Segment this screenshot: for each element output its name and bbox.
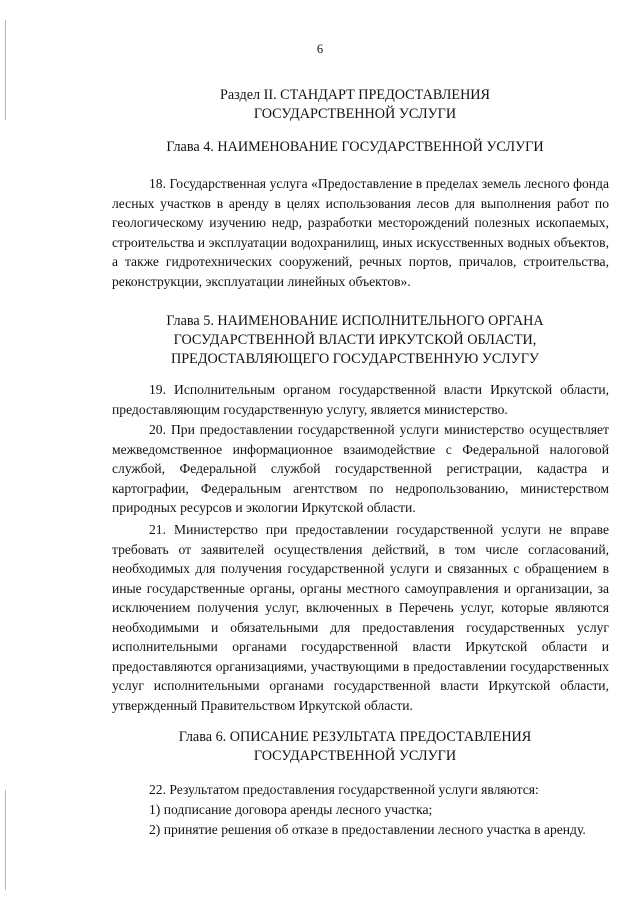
page-number: 6	[316, 42, 324, 56]
paragraph-20: 20. При предоставлении государственной услуги министерство осуществляет межведомственное информационное взаимодействие с Федеральной налоговой службой, Федеральной службой государственной регистрации, кадастра и картографии, Федеральным агентством по недропользованию, министерством природных ресурсов и экологии Иркутской области.	[112, 422, 609, 515]
chapter-5-heading-line: ГОСУДАРСТВЕННОЙ ВЛАСТИ ИРКУТСКОЙ ОБЛАСТИ,	[173, 332, 537, 348]
paragraph-18: 18. Государственная услуга «Предоставление в пределах земель лесного фонда лесных участков в аренду в целях использования лесов для выполнения работ по геологическому изучению недр, разработки месторождений полезных ископаемых, строительства и эксплуатации водохранилищ, иных искусственных водных объектов, а также гидротехнических сооружений, речных портов, причалов, строительства, реконструкции, эксплуатации линейных объектов».	[112, 176, 609, 289]
section-heading-line: Раздел II. СТАНДАРТ ПРЕДОСТАВЛЕНИЯ	[219, 87, 491, 103]
chapter-4-heading: Глава 4. НАИМЕНОВАНИЕ ГОСУДАРСТВЕННОЙ УСЛУГИ	[166, 139, 544, 155]
result-item-2: 2) принятие решения об отказе в предоставлении лесного участка в аренду.	[149, 822, 586, 837]
chapter-6-heading-line: Глава 6. ОПИСАНИЕ РЕЗУЛЬТАТА ПРЕДОСТАВЛЕНИЯ	[178, 729, 532, 745]
chapter-5-heading	[100, 312, 610, 369]
chapter-5-heading-line: Глава 5. НАИМЕНОВАНИЕ ИСПОЛНИТЕЛЬНОГО ОРГАНА	[166, 313, 544, 329]
chapter-6-heading	[100, 728, 610, 766]
paragraph-19: 19. Исполнительным органом государственной власти Иркутской области, предоставляющим государственную услугу, является министерство.	[112, 382, 609, 417]
section-heading	[100, 86, 610, 124]
chapter-6-heading-line: ГОСУДАРСТВЕННОЙ УСЛУГИ	[253, 748, 457, 764]
paragraph-22: 22. Результатом предоставления государственной услуги являются:	[149, 782, 539, 797]
paragraph-21: 21. Министерство при предоставлении государственной услуги не вправе требовать от заявителей осуществления действий, в том числе согласований, необходимых для получения государственной услуги и связанных с обращением в иные государственные органы, органы местного самоуправления и организации, за исключением получения услуг, включенных в Перечень услуг, которые являются необходимыми и обязательными для предоставления государственных услуг исполнительными органами государственной власти Иркутской области и предоставляются организациями, участвующими в предоставлении государственных услуг исполнительными органами государственной власти Иркутской области, утвержденный Правительством Иркутской области.	[112, 522, 609, 713]
result-item-1: 1) подписание договора аренды лесного участка;	[149, 802, 433, 817]
chapter-5-heading-line: ПРЕДОСТАВЛЯЮЩЕГО ГОСУДАРСТВЕННУЮ УСЛУГУ	[171, 351, 539, 367]
scan-edge-mark	[5, 20, 6, 120]
section-heading-line: ГОСУДАРСТВЕННОЙ УСЛУГИ	[253, 106, 457, 122]
scan-edge-mark	[5, 790, 6, 890]
